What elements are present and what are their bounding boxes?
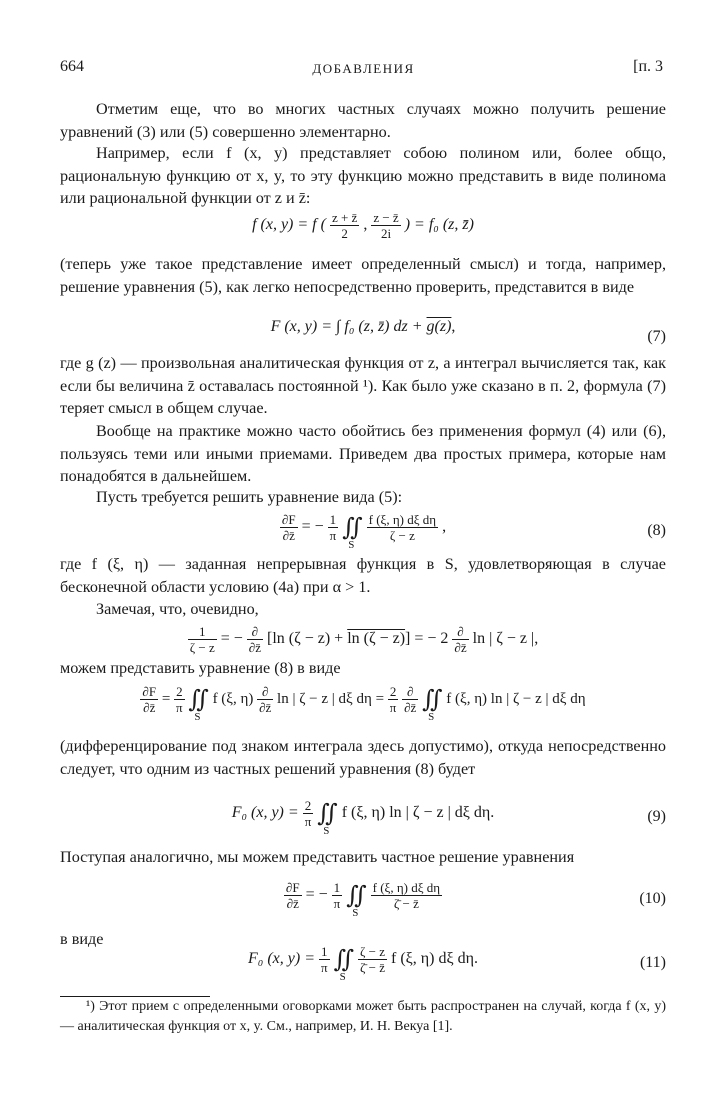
- equation-9: F₀ (x, y) = $\frac{2}{\pi}$ ∬ S f (ξ, η) ln | ζ − z | dξ dη. (9): [231, 798, 666, 837]
- paragraph: (дифференцирование под знаком интеграла здесь допустимо), откуда непосредственно следует, что одним из частных решений уравнения (8) будет: [60, 737, 666, 778]
- paragraph: где g (z) — произвольная аналитическая функция от z, а интеграл вычисляется так, как если бы величина z̄ оставалась постоянной ¹). Как было уже сказано в п. 2, формула (7) теряет смысл в общем случае.: [60, 354, 666, 417]
- paragraph: в виде: [60, 930, 104, 948]
- equation-derivative: $\frac{\partial F}{\partial z̄}$ = $\frac{2}{\pi}$ ∬ S f (ξ, η) $\frac{\partial}{\partial z̄}$ ln | ζ − z | dξ dη = $\frac{2}{\pi}$ $\frac{\partial}{\partial z̄}$ ∬ S f (ξ, η) ln | ζ − z | dξ dη: [142, 684, 586, 723]
- paragraph: Поступая аналогично, мы можем представить частное решение уравнения: [60, 848, 575, 866]
- running-title: ДОБАВЛЕНИЯ: [312, 61, 415, 76]
- equation-number: (10): [639, 890, 666, 907]
- paragraph: можем представить уравнение (8) в виде: [60, 659, 341, 677]
- equation-number: (9): [647, 808, 666, 825]
- section-ref: [п. 3: [633, 58, 663, 75]
- equation-number: (7): [647, 328, 666, 345]
- equation-substitution: f (x, y) = f ( $\frac{z + z̄}{2}$ , $\frac{z - z̄}{2i}$ ) = f₀ (z, z̄): [252, 210, 474, 241]
- paragraph: Отметим еще, что во многих частных случаях можно получить решение уравнений (3) или (5) совершенно элементарно.: [60, 100, 666, 141]
- page-number: 664: [60, 58, 84, 75]
- paragraph: Вообще на практике можно часто обойтись без применения формул (4) или (6), пользуясь теми или иными приемами. Приведем два простых примера, которые нам понадобятся в дальнейшем.: [60, 422, 666, 485]
- equation-8: $\frac{\partial F}{\partial z̄}$ = − $\frac{1}{\pi}$ ∬ S $\frac{\text{f (ξ, η) dξ dη}}{\zeta - z}$ , (8): [281, 512, 666, 551]
- equation-10: $\frac{\partial F}{\partial z̄}$ = − $\frac{1}{\pi}$ ∬ S $\frac{\text{f (ξ, η) dξ dη}}{\zetā - z̄}$ (10): [285, 880, 666, 919]
- paragraph: Замечая, что, очевидно,: [96, 600, 259, 618]
- equation-identity: $\frac{1}{\zeta - z}$ = − $\frac{\partial}{\partial z̄}$ [ln (ζ − z) + ln (ζ − z)] = − 2 $\frac{\partial}{\partial z̄}$ ln | ζ − z |,: [189, 624, 539, 655]
- paragraph: (теперь уже такое представление имеет определенный смысл) и тогда, например, решение уравнения (5), как легко непосредственно проверить, представится в виде: [60, 255, 666, 296]
- equation-number: (11): [639, 954, 666, 971]
- equation-7: F (x, y) = ∫ f₀ (z, z̄) dz + g(z), (7): [270, 318, 666, 345]
- equation-11: F₀ (x, y) = $\frac{1}{\pi}$ ∬ S $\frac{\zeta - z}{\zetā - z̄}$ f (ξ, η) dξ dη. (11): [248, 944, 666, 983]
- paragraph: Например, если f (x, y) представляет собою полином или, более общо, рациональную функцию от x, y, то эту функцию можно представить в виде полинома или рациональной функции от z и z̄:: [60, 144, 666, 207]
- paragraph: где f (ξ, η) — заданная непрерывная функция в S, удовлетворяющая в случае бесконечной области условию (4а) при α > 1.: [60, 555, 666, 596]
- footnote: ¹) Этот прием с определенными оговорками может быть распространен на случай, когда f (x, y) — аналитическая функция от x, y. См., например, И. Н. Векуа [1].: [60, 999, 666, 1034]
- equation-number: (8): [647, 522, 666, 539]
- paragraph: Пусть требуется решить уравнение вида (5):: [96, 488, 403, 506]
